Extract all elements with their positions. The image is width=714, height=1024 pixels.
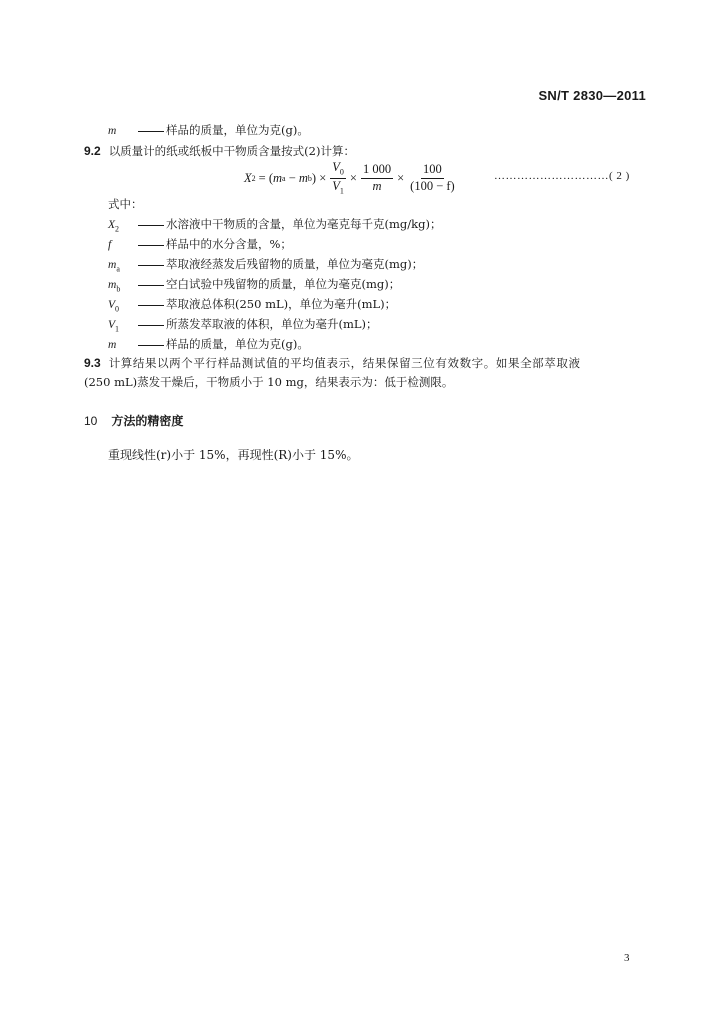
formula-times-2: × — [397, 170, 405, 185]
def-v1 — [108, 318, 378, 334]
formula-lhs-sub: 2 — [251, 173, 256, 183]
formula-close: ) × — [311, 170, 327, 185]
standard-code: SN/T 2830—2011 — [538, 88, 646, 103]
def-m-top — [108, 124, 309, 139]
def-m — [108, 338, 309, 354]
fraction-1000-m — [361, 163, 393, 192]
section-9-2 — [84, 144, 355, 159]
def-symbol: $V_0$ — [108, 299, 120, 314]
def-symbol: $m_b$ — [108, 279, 121, 294]
dash — [138, 305, 164, 306]
dash — [138, 245, 164, 246]
formula-2 — [244, 160, 459, 196]
formula-minus: − — [285, 170, 299, 185]
def-text: 萃取液总体积(250 mL)，单位为毫升(mL)； — [166, 297, 397, 311]
def-symbol: $V_1$ — [108, 319, 120, 334]
formula-mb-sub: b — [307, 173, 312, 183]
frac1-den: V — [332, 178, 340, 193]
dash — [138, 345, 164, 346]
frac2-den: m — [372, 178, 382, 193]
def-text: 所蒸发萃取液的体积，单位为毫升(mL)； — [166, 317, 378, 331]
def-ma — [108, 258, 423, 274]
section-number: 9.2 — [84, 144, 101, 158]
frac3-den: (100 − f) — [410, 178, 455, 193]
frac1-num-sub: 0 — [339, 167, 344, 177]
where-label: 式中： — [108, 197, 143, 211]
dash — [138, 265, 164, 266]
section-text-line1: 计算结果以两个平行样品测试值的平均值表示，结果保留三位有效数字。如果全部萃取液 — [108, 356, 581, 370]
def-symbol: $X_2$ — [108, 219, 120, 234]
def-symbol: m — [108, 125, 117, 137]
def-symbol: f — [108, 239, 112, 251]
section-9-3 — [84, 356, 581, 371]
dash — [138, 285, 164, 286]
def-symbol: $m_a$ — [108, 259, 120, 274]
def-text: 水溶液中干物质的含量，单位为毫克每千克(mg/kg)； — [166, 217, 442, 231]
def-text: 样品中的水分含量，%； — [166, 237, 292, 251]
dash — [138, 225, 164, 226]
def-text: 样品的质量，单位为克(g)。 — [166, 123, 309, 137]
section-title: 方法的精密度 — [111, 414, 184, 428]
page-number: 3 — [624, 952, 630, 964]
def-mb — [108, 278, 400, 294]
fraction-v0-v1 — [330, 161, 346, 196]
section-text: 以质量计的纸或纸板中干物质含量按式(2)计算： — [108, 144, 355, 158]
dash — [138, 131, 164, 132]
section-number: 9.3 — [84, 356, 101, 370]
formula-lhs: X — [244, 170, 252, 185]
def-text: 样品的质量，单位为克(g)。 — [166, 337, 309, 351]
formula-times-1: × — [349, 170, 357, 185]
formula-eq: = ( — [258, 170, 273, 185]
formula-ma-sub: a — [282, 173, 286, 183]
section-9-3-line2: (250 mL)蒸发干燥后，干物质小于 10 mg，结果表示为：低于检测限。 — [84, 375, 454, 389]
formula-ma: m — [272, 170, 283, 185]
def-x2 — [108, 218, 441, 234]
def-f — [108, 238, 292, 254]
dash — [138, 325, 164, 326]
frac3-num: 100 — [421, 163, 444, 178]
def-symbol: m — [108, 339, 117, 351]
def-text: 空白试验中残留物的质量，单位为毫克(mg)； — [166, 277, 401, 291]
section-number: 10 — [84, 414, 98, 428]
section-10-body: 重现线性(r)小于 15%，再现性(R)小于 15%。 — [108, 448, 359, 462]
formula-mb: m — [298, 170, 308, 185]
formula-number: …………………………( 2 ) — [494, 170, 630, 182]
fraction-100-f — [408, 163, 457, 192]
frac1-num: V — [332, 159, 340, 174]
section-10-heading — [84, 412, 183, 429]
def-text: 萃取液经蒸发后残留物的质量，单位为毫克(mg)； — [166, 257, 424, 271]
frac2-num: 1 000 — [361, 163, 393, 178]
def-v0 — [108, 298, 396, 314]
frac1-den-sub: 1 — [339, 186, 344, 195]
